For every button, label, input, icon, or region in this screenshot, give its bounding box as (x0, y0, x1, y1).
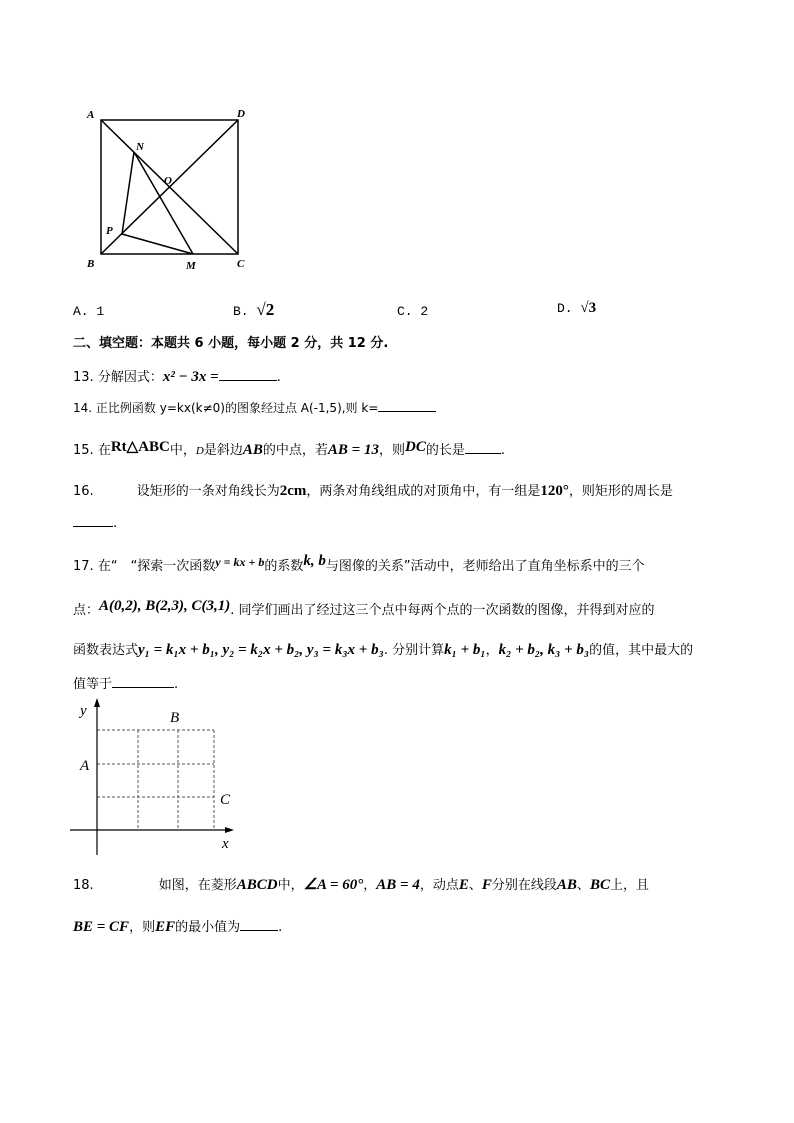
text: 函数表达式 (73, 643, 139, 658)
label-a: A (87, 109, 95, 121)
label-c: C (220, 792, 231, 808)
text: ， (485, 643, 499, 658)
period: . (278, 920, 283, 935)
text: 的值，其中最大的 (589, 643, 694, 658)
answer-blank[interactable] (219, 368, 277, 381)
period: . (174, 677, 179, 692)
question-number: 13. (73, 370, 94, 385)
answer-blank[interactable] (378, 399, 436, 412)
question-14 (73, 399, 436, 416)
text: 中， (169, 443, 196, 458)
math-expr: ABCD (236, 877, 278, 893)
math-expr: x² − 3x = (162, 369, 219, 385)
text: ，动点 (419, 878, 459, 893)
option-letter: D. (557, 301, 573, 316)
question-17 (73, 553, 645, 574)
math-expr: 2cm (279, 483, 307, 499)
label-o: O (164, 175, 172, 187)
text: 的长是 (425, 443, 465, 458)
math-expr: ∠A = 60° (303, 877, 364, 893)
question-text: 正比例函数 y=kx(k≠0)的图象经过点 A(-1,5),则 k= (95, 401, 379, 415)
math-expr: DC (404, 439, 426, 455)
text: ，则矩形的周长是 (568, 484, 673, 499)
label-b: B (170, 710, 180, 726)
math-expr: Rt△ABC (110, 439, 170, 455)
label-x: x (222, 836, 229, 852)
text: 分别在线段 (491, 878, 557, 893)
text: ，则 (378, 443, 405, 458)
text: 、 (576, 878, 590, 893)
option-letter: B. (233, 304, 249, 319)
question-17-line-3 (73, 639, 693, 659)
question-18 (73, 874, 649, 894)
option-value: 2 (420, 304, 429, 319)
text: ， (363, 878, 377, 893)
x-axis-arrow-icon (225, 827, 234, 833)
label-m: M (186, 260, 196, 272)
math-expr: F (481, 877, 492, 893)
question-16-blank-line (73, 514, 117, 531)
question-number: 14. (73, 401, 93, 415)
answer-blank[interactable] (240, 918, 278, 931)
text: ，则 (129, 920, 156, 935)
label-c: C (237, 258, 245, 270)
math-expr: BE = CF (73, 919, 130, 935)
label-p: P (106, 225, 113, 237)
period: . (500, 443, 505, 458)
text: . 同学们画出了经过这三个点中每两个点的一次函数的图像，并得到对应的 (230, 603, 655, 618)
question-number: 18. (73, 878, 94, 893)
square-figure (80, 100, 260, 280)
question-18-line-2 (73, 916, 282, 936)
option-b (233, 300, 274, 320)
option-c (397, 304, 428, 319)
coordinate-grid-figure (60, 695, 250, 860)
math-expr: k, b (303, 553, 326, 569)
text: 值等于 (73, 677, 113, 692)
segment-np (122, 152, 134, 234)
option-letter: C. (397, 304, 413, 319)
question-17-line-2 (73, 598, 655, 618)
grid-lines (97, 730, 214, 830)
math-expr: E (458, 877, 469, 893)
math-expr: y = kx + b (215, 555, 265, 569)
question-13 (73, 366, 281, 386)
question-text: 分解因式： (97, 370, 163, 385)
math-expr: AB (556, 877, 577, 893)
question-number: 15. (73, 443, 94, 458)
text: 的中点，若 (262, 443, 328, 458)
period: . (113, 516, 118, 531)
section-heading: 二、填空题：本题共 6 小题，每小题 2 分，共 12 分. (73, 336, 389, 351)
label-n: N (136, 141, 144, 153)
math-expr: AB = 13 (327, 442, 379, 458)
math-expr: A(0,2), B(2,3), C(3,1) (99, 598, 231, 614)
text: . 分别计算 (383, 643, 445, 658)
math-expr: AB = 4 (376, 877, 420, 893)
answer-blank[interactable] (112, 675, 174, 688)
text: 的系数 (264, 559, 304, 574)
question-17-line-4 (73, 673, 178, 692)
option-value: √3 (580, 300, 597, 316)
segment-nm (134, 152, 193, 254)
option-letter: A. (73, 304, 89, 319)
math-expr: D (195, 445, 204, 457)
text: 点： (73, 603, 100, 618)
question-16 (73, 480, 673, 500)
answer-blank[interactable] (465, 441, 501, 454)
math-expr: k₂ + b₂, k₃ + b₃ (498, 642, 590, 658)
text: 设矩形的一条对角线长为 (136, 484, 280, 499)
math-expr: EF (155, 919, 176, 935)
text: 在 (97, 443, 111, 458)
math-expr: BC (589, 877, 610, 893)
text: ，两条对角线组成的对顶角中，有一组是 (306, 484, 541, 499)
answer-blank[interactable] (73, 514, 113, 527)
math-expr: AB (242, 442, 263, 458)
label-y: y (80, 703, 87, 719)
period: . (276, 370, 281, 385)
y-axis-arrow-icon (94, 698, 100, 707)
option-d (557, 300, 596, 317)
option-value: √2 (256, 300, 275, 319)
math-expr: k₁ + b₁ (444, 642, 486, 658)
label-a: A (80, 758, 90, 774)
math-expr: 120° (540, 483, 569, 499)
math-expr: y₁ = k₁x + b₁, y₂ = k₂x + b₂, y₃ = k₃x + b₃ (138, 642, 384, 658)
label-d: D (237, 108, 245, 120)
text: 的最小值为 (175, 920, 241, 935)
text: 与图像的关系”活动中，老师给出了直角坐标系中的三个 (325, 559, 645, 574)
option-a (73, 304, 104, 319)
text: 是斜边 (203, 443, 243, 458)
text: 中， (277, 878, 304, 893)
question-15 (73, 437, 505, 459)
text: 上，且 (609, 878, 649, 893)
option-value: 1 (96, 304, 105, 319)
text: 如图，在菱形 (158, 878, 237, 893)
text: 、 (468, 878, 482, 893)
question-number: 17. (73, 559, 94, 574)
label-b: B (87, 258, 95, 270)
question-number: 16. (73, 484, 94, 499)
text: 在“ “探索一次函数 (97, 559, 216, 574)
